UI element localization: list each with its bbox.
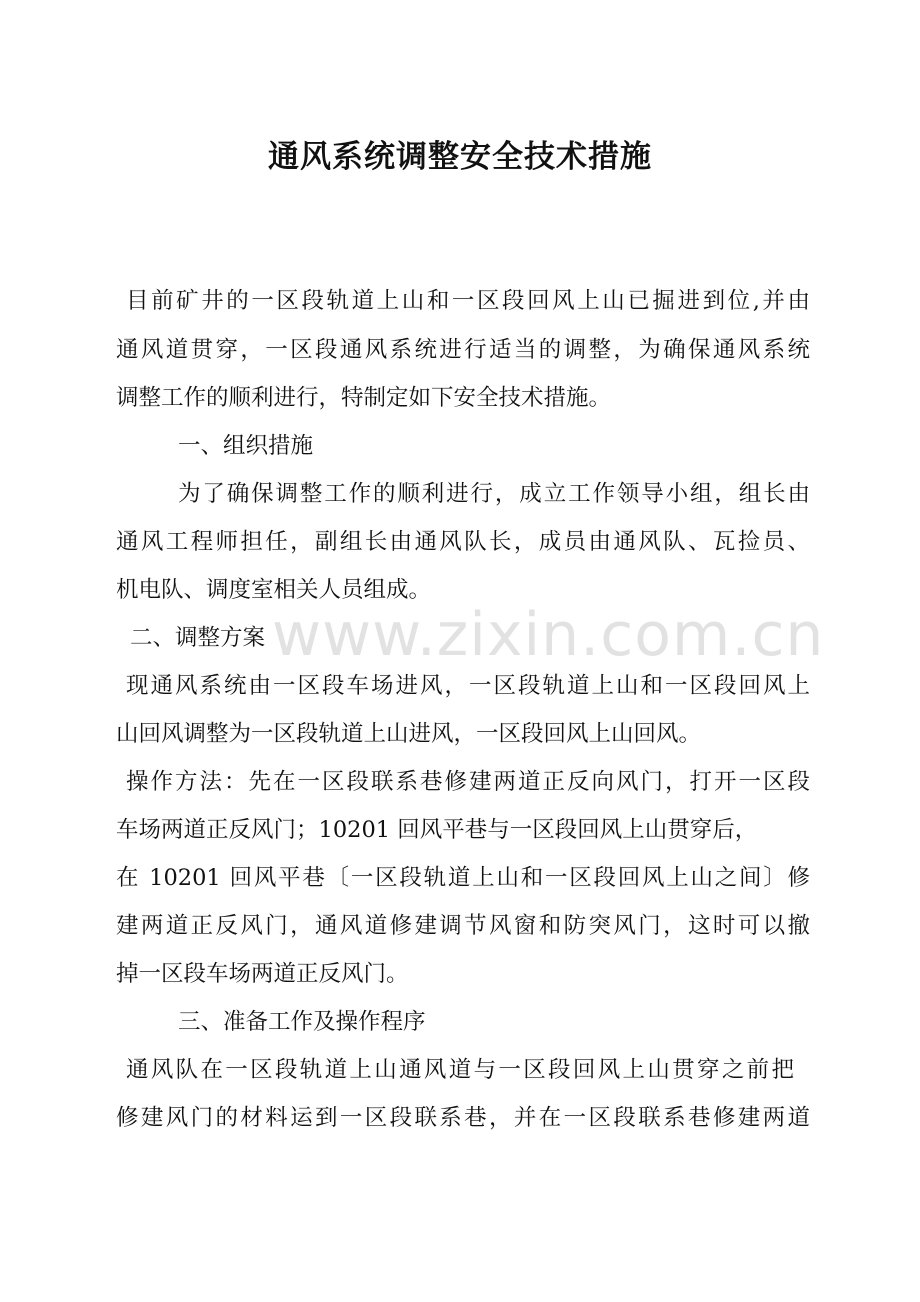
paragraph-line: 车场两道正反风门；10201 回风平巷与一区段回风上山贯穿后， [116, 817, 758, 843]
paragraph-line: 建两道正反风门，通风道修建调节风窗和防突风门，这时可以撤 [116, 913, 810, 939]
paragraph-line: 目前矿井的一区段轨道上山和一区段回风上山已掘进到位,并由 [126, 288, 810, 314]
paragraph-line: 调整工作的顺利进行，特制定如下安全技术措施。 [116, 385, 612, 411]
paragraph-line: 操作方法：先在一区段联系巷修建两道正反向风门，打开一区段 [126, 769, 810, 795]
watermark: www.zixin.com.cn [272, 600, 825, 670]
section-heading: 二、调整方案 [130, 625, 266, 651]
paragraph-line: 在 10201 回风平巷〔一区段轨道上山和一区段回风上山之间〕修 [116, 865, 810, 891]
paragraph-line: 为了确保调整工作的顺利进行，成立工作领导小组，组长由 [178, 481, 810, 507]
paragraph-line: 机电队、调度室相关人员组成。 [116, 577, 432, 603]
paragraph-line: 通风道贯穿，一区段通风系统进行适当的调整，为确保通风系统 [116, 337, 810, 363]
section-heading: 一、组织措施 [178, 433, 314, 459]
document-title: 通风系统调整安全技术措施 [268, 139, 652, 175]
paragraph-line: 掉一区段车场两道正反风门。 [116, 961, 409, 987]
section-heading: 三、准备工作及操作程序 [178, 1009, 426, 1035]
paragraph-line: 通风工程师担任，副组长由通风队长，成员由通风队、瓦捡员、 [116, 529, 810, 555]
paragraph-line: 现通风系统由一区段车场进风，一区段轨道上山和一区段回风上 [126, 673, 810, 699]
paragraph-line: 通风队在一区段轨道上山通风道与一区段回风上山贯穿之前把 [126, 1057, 794, 1083]
paragraph-line: 山回风调整为一区段轨道上山进风，一区段回风上山回风。 [116, 721, 702, 747]
paragraph-line: 修建风门的材料运到一区段联系巷，并在一区段联系巷修建两道 [116, 1105, 810, 1131]
